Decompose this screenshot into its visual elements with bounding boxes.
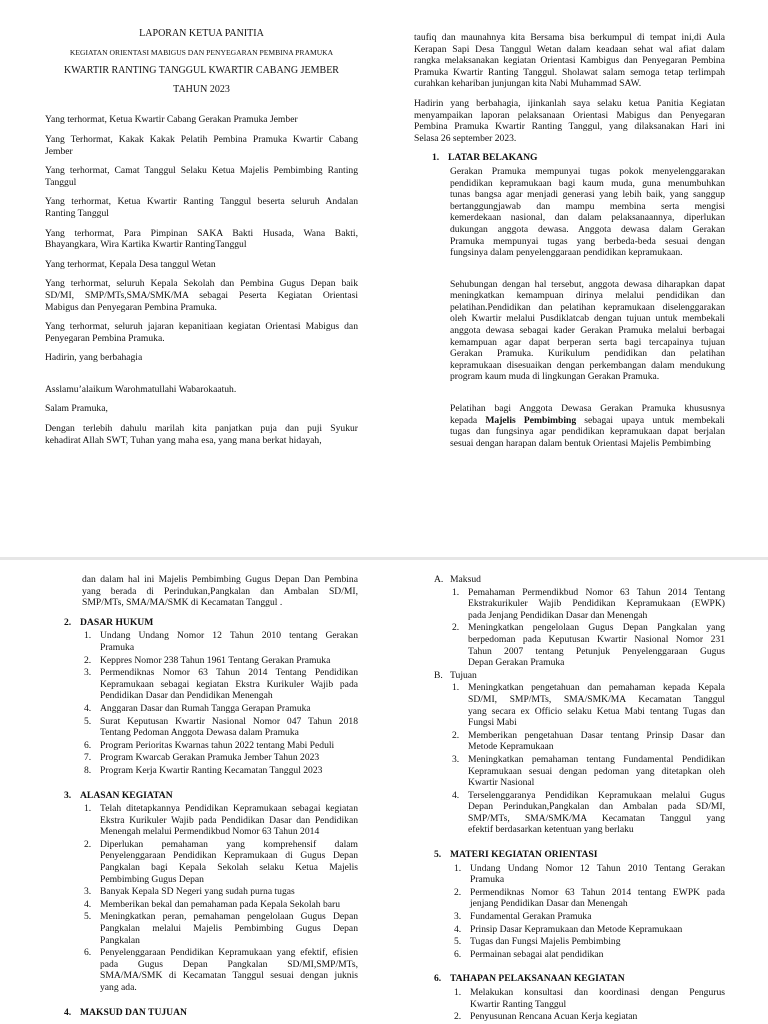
list-item [434, 587, 725, 622]
item-text [470, 863, 725, 886]
item-number: 1. [84, 803, 92, 815]
list-item [64, 886, 358, 898]
text-line: Mabigus dan Penyegaran Pembina Pramuka. [45, 301, 217, 313]
text-line: Surat Keputusan Kwartir Nasional Nomor 047 Tahun 2018 [100, 715, 358, 727]
text-line: Gerakan Pramuka. Kurikulum pendidikan dan pelatihan [450, 348, 725, 360]
item-text [100, 655, 358, 667]
list-item [434, 911, 725, 923]
greeting-line [45, 278, 358, 313]
text-line: Yang terhormat, Camat Tanggul Selaku Ketua Majelis Pembimbing Ranting [45, 165, 358, 177]
text-line: Penyegaran Pembina Pramuka. [45, 332, 165, 344]
report-title: LAPORAN KETUA PANITIA [139, 28, 264, 39]
section-4-heading [64, 1007, 358, 1019]
section-6-heading [434, 973, 725, 985]
item-number: 1. [454, 862, 462, 874]
list-item [434, 622, 725, 668]
text-line: yang secara ex Officio selaku Ketua Mabi tentang Tugas dan [468, 705, 725, 717]
text-line: Tahun 2007 tentang Petunjuk Penyelenggaraan Gugus [468, 645, 725, 657]
text-line: Pramuka [470, 874, 505, 886]
text-line: Penyelenggaraan Pendidikan Kepramukaan yang efektif, efisien [100, 947, 358, 959]
text-line: Yang terhormat, seluruh jajaran kepanitiaan kegiatan Orientasi Mabigus dan [45, 321, 358, 333]
text-line: bertanggungjawab dan mampu membina serta mengisi [450, 200, 725, 212]
text-line: Pelatihan bagi Anggota Dewasa Gerakan Pramuka khususnya [450, 403, 725, 415]
item-number: 2. [84, 838, 92, 850]
greeting-line [45, 196, 358, 219]
text-line: Memberikan bekal dan pemahaman pada Kepala Sekolah baru [100, 898, 341, 910]
purpose-goals-list [434, 574, 725, 836]
list-item [434, 682, 725, 728]
text-line: anggota dewasa sebagai kader Gerakan Pramuka melalui berbagai [450, 325, 725, 337]
text-line: Dengan terlebih dahulu marilah kita panjatkan puja dan puji Syukur [45, 423, 358, 435]
item-text [100, 911, 358, 946]
text-line: Permendiknas Nomor 63 Tahun 2014 tentang EWPK pada [470, 886, 725, 898]
item-number: 1. [452, 682, 460, 694]
page2-right-column [434, 574, 725, 1024]
section-number: 2. [64, 616, 72, 628]
text-line: Menengah melalui Permendikbud Nomor 63 Tahun 2014 [100, 826, 320, 838]
list-item [64, 803, 358, 838]
section-title: TAHAPAN PELAKSANAAN KEGIATAN [450, 973, 625, 985]
section-1-heading [432, 152, 725, 164]
text-line: Penyelenggaraan Pendidikan Kepramukaan di Gugus Depan [100, 850, 358, 862]
greeting-line [45, 165, 358, 188]
item-text [468, 587, 725, 622]
salutation-scout: Salam Pramuka, [45, 403, 108, 415]
item-text [100, 716, 358, 739]
material-list [434, 863, 725, 961]
greeting-line [45, 134, 358, 157]
text-line: Undang Undang Nomor 12 Tahun 2010 Tentang Gerakan [470, 862, 725, 874]
activity-title: KEGIATAN ORIENTASI MABIGUS DAN PENYEGARAN PEMBINA PRAMUKA [69, 47, 334, 57]
text-line: Fundamental Gerakan Pramuka [470, 911, 592, 923]
text-line: SMP/MTs, SMA/SMK/MA Kecamatan Tanggul yang [468, 812, 725, 824]
text-line: curahkan kehariban junjungan kita Nabi Muhammad SAW. [414, 78, 642, 90]
text-line: Ekstra Kurikuler Wajib pada Pendidikan Dasar dan Pendidikan [100, 814, 358, 826]
spacer [450, 267, 725, 279]
list-item [434, 730, 725, 753]
item-number: 3. [452, 753, 460, 765]
list-item [434, 949, 725, 961]
item-text [100, 630, 358, 653]
item-number: 2. [84, 654, 92, 666]
spacer [45, 102, 358, 114]
text-line: jenjang Pendidikan Dasar dan Menengah [470, 898, 628, 910]
text-line: Telah ditetapkannya Pendidikan Kepramukaan sebagai kegiatan [100, 803, 358, 815]
text-line: Banyak Kepala SD Negeri yang sudah purna tugas [100, 886, 295, 898]
item-text [470, 936, 725, 948]
item-number: 2. [452, 622, 460, 634]
item-text: Maksud [450, 574, 481, 585]
background-paragraph-3-rest [450, 426, 725, 449]
greeting-line [45, 321, 358, 344]
text-line: kepramukaan disesuaikan dengan perkembangan dalam mendukung [450, 359, 725, 371]
legal-continuation [82, 574, 358, 609]
text-line: Program Kwarcab Gerakan Pramuka Jember Tahun 2023 [100, 752, 320, 764]
section-3-heading [64, 790, 358, 802]
item-number: 6. [454, 948, 462, 960]
item-text [100, 667, 358, 702]
opening-paragraph [45, 423, 358, 446]
item-number: 2. [452, 729, 460, 741]
item-text [100, 899, 358, 911]
text-line: Tentang Pedoman Anggota Dewasa dalam Pramuka [100, 727, 299, 739]
list-item [64, 740, 358, 752]
text-line: Hadirin yang berbahagia, ijinkanlah saya selaku ketua Panitia Kegiatan [414, 97, 725, 109]
list-item [64, 911, 358, 946]
list-item [434, 790, 725, 836]
text-line [450, 415, 725, 427]
section-5-heading [434, 849, 725, 861]
text-line: program kaum muda di lingkungan Gerakan Pramuka. [450, 371, 660, 383]
list-item [434, 887, 725, 910]
item-text [468, 622, 725, 668]
item-text [470, 1011, 725, 1023]
text-line: Pramuka mempunyai tugas yang berbeda-beda sesuai dengan [450, 235, 725, 247]
implementation-stages-list [434, 987, 725, 1023]
text-line: Pembimbing Gugus Depan [100, 873, 204, 885]
text-line: Pangkalan bagi Kepala Sekolah selaku Ketua Majelis [100, 862, 358, 874]
text-line: Tanggul [45, 176, 77, 188]
page1-left-column [45, 28, 358, 454]
text-line: fungsinya dalam penyelenggaraan pendidikan kepramukaan. [450, 247, 683, 259]
section-number: 4. [64, 1006, 72, 1018]
item-number: 4. [84, 702, 92, 714]
text-line: pada Gugus Depan Pangkalan SD/MI,SMP/MTs, [100, 958, 358, 970]
text-line: Pramuka Kwartir Ranting Tanggul. Sholawat salam semoga tetap terlimpah [414, 66, 725, 78]
spacer [434, 961, 725, 973]
text-line: Penyusunan Rencana Acuan Kerja kegiatan [470, 1011, 638, 1023]
item-text [470, 987, 725, 1010]
text-line: Meningkatkan pengetahuan dan pemahaman kepada Kepala [468, 682, 725, 694]
text-line: Meningkatkan peran, pemahaman pengelolaan Gugus Depan [100, 911, 358, 923]
item-number: 6. [84, 947, 92, 959]
salutation-islamic: Asslamu’alaikum Warohmatullahi Wabarokaatuh. [45, 383, 237, 395]
text-line: Depan Gerakan Pramuka [468, 657, 565, 669]
text-line: Anggaran Dasar dan Rumah Tangga Gerapan Pramuka [100, 702, 311, 714]
text-line: SMP/MTs, SMA/MA/SMK di Kecamatan Tanggul . [82, 597, 283, 609]
text-line: Yang terhormat, Ketua Kwartir Ranting Tanggul beserta seluruh Andalan [45, 196, 358, 208]
item-text [100, 740, 358, 752]
spacer [64, 778, 358, 790]
text-line: Hadirin, yang berbahagia [45, 352, 143, 364]
text-line: SD/MI, SMP/MTs, SMA/SMK/MA Kecamatan Tanggul [468, 693, 725, 705]
text-line: Yang terhormat, seluruh Kepala Sekolah dan Pembina Gugus Depan baik [45, 278, 358, 290]
text-line: Undang Undang Nomor 12 Tahun 2010 tentang Gerakan [100, 630, 358, 642]
list-item [434, 670, 725, 682]
text-line: yang ada. [100, 982, 137, 993]
organization-title: KWARTIR RANTING TANGGUL KWARTIR CABANG JEMBER [64, 65, 339, 77]
section-title: DASAR HUKUM [80, 616, 154, 628]
text-line: tugas dan fungsinya agar pendidikan kepramukaan dapat berjalan [450, 426, 725, 438]
item-number: 4. [454, 923, 462, 935]
item-text [468, 730, 725, 753]
section-title: LATAR BELAKANG [448, 152, 538, 164]
text-line: Pemahaman Permendikbud Nomor 63 Tahun 2014 Tentang [468, 586, 725, 598]
text-line: Yang Terhormat, Kakak Kakak Pelatih Pembina Pramuka Kwartir Cabang [45, 133, 358, 145]
item-number: 8. [84, 764, 92, 776]
text-line: Pembina Pramuka Kwartir Ranting Tanggul, yang dilaksanakan Hari ini [414, 121, 725, 133]
text-line: Sehubungan dengan hal tersebut, anggota dewasa diharapkan dapat [450, 278, 725, 290]
text-run: kepada [450, 414, 486, 426]
text-line: Pangkalan [100, 934, 140, 946]
text-line: taufiq dan maunahnya kita Bersama bisa berkumpul di tempat ini,di Aula [414, 32, 725, 43]
text-line: Diperlukan pemahaman yang komprehensif dalam [100, 838, 358, 850]
background-paragraph-1 [450, 166, 725, 259]
text-line: rangka melaksanakan kegiatan Orientasi Kambigus dan Penyegaran Pembina [414, 55, 725, 67]
item-text [470, 887, 725, 910]
greeting-line [45, 114, 358, 126]
list-item [434, 924, 725, 936]
list-item [434, 754, 725, 789]
item-text [468, 790, 725, 836]
text-run: sebagai upaya untuk membekali [576, 414, 725, 426]
item-number: 5. [84, 911, 92, 923]
text-line: dan dalam hal ini Majelis Pembimbing Gugus Depan Dan Pembina [82, 574, 358, 585]
text-line: Jember [45, 145, 73, 157]
goals-list [434, 682, 725, 836]
section-2-heading [64, 617, 358, 629]
item-text [100, 752, 358, 764]
report-introduction [414, 98, 725, 144]
list-item [64, 630, 358, 653]
list-item [434, 574, 725, 586]
text-line: Selasa 26 september 2023. [414, 132, 517, 144]
text-line: Bhayangkara, Wira Kartika Kwartir RantingTanggul [45, 239, 247, 251]
spacer [434, 837, 725, 849]
text-line: Yang terhormat, Para Pimpinan SAKA Bakti Husada, Wana Bakti, [45, 227, 358, 239]
list-item [434, 863, 725, 886]
text-line: menyampaikan laporan pelaksanaan Orientasi Mabigus dan Penyegaran [414, 109, 725, 121]
text-line: yang berada di Perindukan,Pangkalan dan Ambalan SD/MI, [82, 585, 358, 597]
item-number: 5. [84, 715, 92, 727]
text-line: kemampuan agar dapat berperan serta bagi tercapainya tujuan [450, 336, 725, 348]
spacer [45, 372, 358, 384]
item-number: 7. [84, 752, 92, 764]
text-line: Program Kerja Kwartir Ranting Kecamatan Tanggul 2023 [100, 764, 323, 776]
item-number: 2. [454, 1011, 462, 1023]
spacer [64, 995, 358, 1007]
greeting-line [45, 259, 358, 271]
text-line: sesuai dengan harapan dalam bentuk Orientasi Majelis Pembimbing [450, 437, 711, 449]
text-line: Prinsip Dasar Kepramukaan dan Metode Kepramukaan [470, 923, 683, 935]
spacer [450, 391, 725, 403]
list-item [64, 655, 358, 667]
bold-term: Majelis Pembimbing [485, 414, 577, 426]
text-line: Metode Kepramukaan [468, 741, 554, 753]
text-line: Ranting Tanggul [45, 207, 109, 219]
list-item [64, 947, 358, 993]
text-line: kehadirat Allah SWT, Tuhan yang maha esa, yang mana berkat hidayah, [45, 434, 322, 446]
item-text [100, 765, 358, 777]
item-text [468, 754, 725, 789]
text-line: Yang terhormat, Ketua Kwartir Cabang Gerakan Pramuka Jember [45, 114, 298, 126]
text-line: Memberikan pengetahuan Dasar tentang Prinsip Dasar dan [468, 729, 725, 741]
text-line: Kwartir Nasional [468, 777, 535, 789]
list-item [434, 936, 725, 948]
text-line: Pendidikan Dasar dan Pendidikan Menengah [100, 690, 273, 702]
item-number: 6. [84, 739, 92, 751]
item-number: 1. [454, 987, 462, 998]
list-item [64, 667, 358, 702]
item-number: 5. [454, 936, 462, 948]
list-item [64, 899, 358, 911]
text-line: Terselenggaranya Pendidikan Kepramukaan melalui Gugus [468, 789, 725, 801]
text-line: Program Perioritas Kwarnas tahun 2022 tentang Mabi Peduli [100, 739, 335, 751]
item-text [470, 924, 725, 936]
page2-left-column [64, 574, 358, 1020]
text-line: tunas bangsa agar menjadi generasi yang lebih baik, yang sanggup [450, 189, 725, 201]
text-line: Keppres Nomor 238 Tahun 1961 Tentang Gerakan Pramuka [100, 654, 331, 666]
item-text [468, 682, 725, 728]
item-number: 3. [84, 667, 92, 679]
section-number: 5. [434, 849, 442, 861]
text-line: dukungan anggota dewasa. Anggota dewasa dalam Gerakan [450, 223, 725, 235]
list-item [64, 765, 358, 777]
item-number: 4. [84, 898, 92, 910]
text-line: Ekstrakurikuler Wajib Pendidikan Kepramukaan (EWPK) [468, 598, 725, 610]
list-item [64, 703, 358, 715]
text-line: Permainan sebagai alat pendidikan [470, 948, 604, 960]
background-paragraph-2 [450, 279, 725, 383]
purpose-list [434, 587, 725, 669]
text-line: pada Jenjang Pendidikan Dasar dan Menengah [468, 609, 648, 621]
greeting-line [45, 352, 358, 364]
item-text [470, 949, 725, 961]
text-line: Yang terhormat, Kepala Desa tanggul Wetan [45, 258, 216, 270]
item-number: 3. [454, 911, 462, 923]
item-marker: A. [434, 574, 444, 585]
text-line: pelatihan.Pendidikan dan pelatihan kepramukaan diselenggarakan [450, 301, 725, 313]
text-line: Depan Perindukan,Pangkalan dan Ambalan pada SD/MI, [468, 801, 725, 813]
list-item [64, 716, 358, 739]
item-text [100, 839, 358, 885]
item-text [100, 947, 358, 993]
section-number: 1. [432, 152, 440, 164]
text-line: berpedoman pada Keputusan Kwartir Nasional Nomor 231 [468, 633, 725, 645]
list-item [64, 839, 358, 885]
item-text: Tujuan [450, 669, 477, 681]
item-number: 2. [454, 886, 462, 898]
text-line: oleh Kwartir melalui Pusdiklatcab dengan tujuan untuk membekali [450, 313, 725, 325]
text-line: Tugas dan Fungsi Majelis Pembimbing [470, 936, 621, 948]
text-line: Permendiknas Nomor 63 Tahun 2014 Tentang Pendidikan [100, 667, 358, 679]
text-line: efektif berdasarkan ketentuan yang berlaku [468, 824, 634, 836]
list-item [64, 752, 358, 764]
item-marker: B. [434, 669, 443, 681]
text-line: Kerapan Sapi Desa Tanggul Wetan dalam keadaan sehat wal afiat dalam [414, 43, 725, 55]
text-line: Pangkalan melalui Majelis Pembimbing Gugus Depan [100, 923, 358, 935]
list-item [434, 1011, 725, 1023]
year-title: TAHUN 2023 [173, 83, 230, 95]
section-title: MATERI KEGIATAN ORIENTASI [450, 849, 598, 861]
text-line: Gerakan Pramuka mempunyai tugas pokok menyelenggarakan [450, 165, 725, 177]
item-number: 1. [452, 586, 460, 598]
section-title: MAKSUD DAN TUJUAN [80, 1006, 187, 1018]
text-line: Melakukan konsultasi dan koordinasi dengan Pengurus [470, 987, 725, 998]
text-line: meningkatkan kemampuan dirinya melalui pendidikan dan [450, 290, 725, 302]
list-item [434, 987, 725, 1010]
text-line: Meningkatkan pemahaman tentang Fundamental Pendidikan [468, 753, 725, 765]
section-number: 6. [434, 973, 442, 985]
text-line: pendidikan kepramukaan bagi kaum muda, guna menumbuhkan [450, 177, 725, 189]
text-line: Kepramukaan sebagai kegiatan Ekstra Kurikuler Wajib pada [100, 678, 358, 690]
text-line: Kepramukaan sesuai dengan pedoman yang ditetapkan oleh [468, 765, 725, 777]
page1-right-column [414, 32, 725, 449]
text-line: SD/MI, SMP/MTs,SMA/SMK/MA sebagai Peserta Kegiatan Orientasi [45, 289, 358, 301]
text-line: Fungsi Mabi [468, 717, 517, 729]
background-paragraph-3 [450, 403, 725, 449]
item-number: 3. [84, 886, 92, 898]
activity-reasons-list [64, 803, 358, 994]
section-title: ALASAN KEGIATAN [80, 789, 173, 801]
greeting-line [45, 228, 358, 251]
item-number: 1. [84, 630, 92, 642]
item-number: 4. [452, 789, 460, 801]
text-line: SMA/MA/SMK di Kecamatan Tanggul sesuai dengan juknis [100, 970, 358, 982]
item-text [100, 886, 358, 898]
item-text [100, 803, 358, 838]
text-line: kemerdekaan nasional, dan dalam pelaksanaannya, diperlukan [450, 212, 725, 224]
text-line: Kwartir Ranting Tanggul [470, 998, 567, 1010]
item-text [470, 911, 725, 923]
opening-continuation [414, 32, 725, 90]
section-number: 3. [64, 789, 72, 801]
legal-basis-list [64, 630, 358, 776]
item-text [100, 703, 358, 715]
text-line: Pramuka [100, 641, 135, 653]
greetings-list [45, 114, 358, 364]
text-line: Meningkatkan pengelolaan Gugus Depan Pangkalan yang [468, 622, 725, 634]
